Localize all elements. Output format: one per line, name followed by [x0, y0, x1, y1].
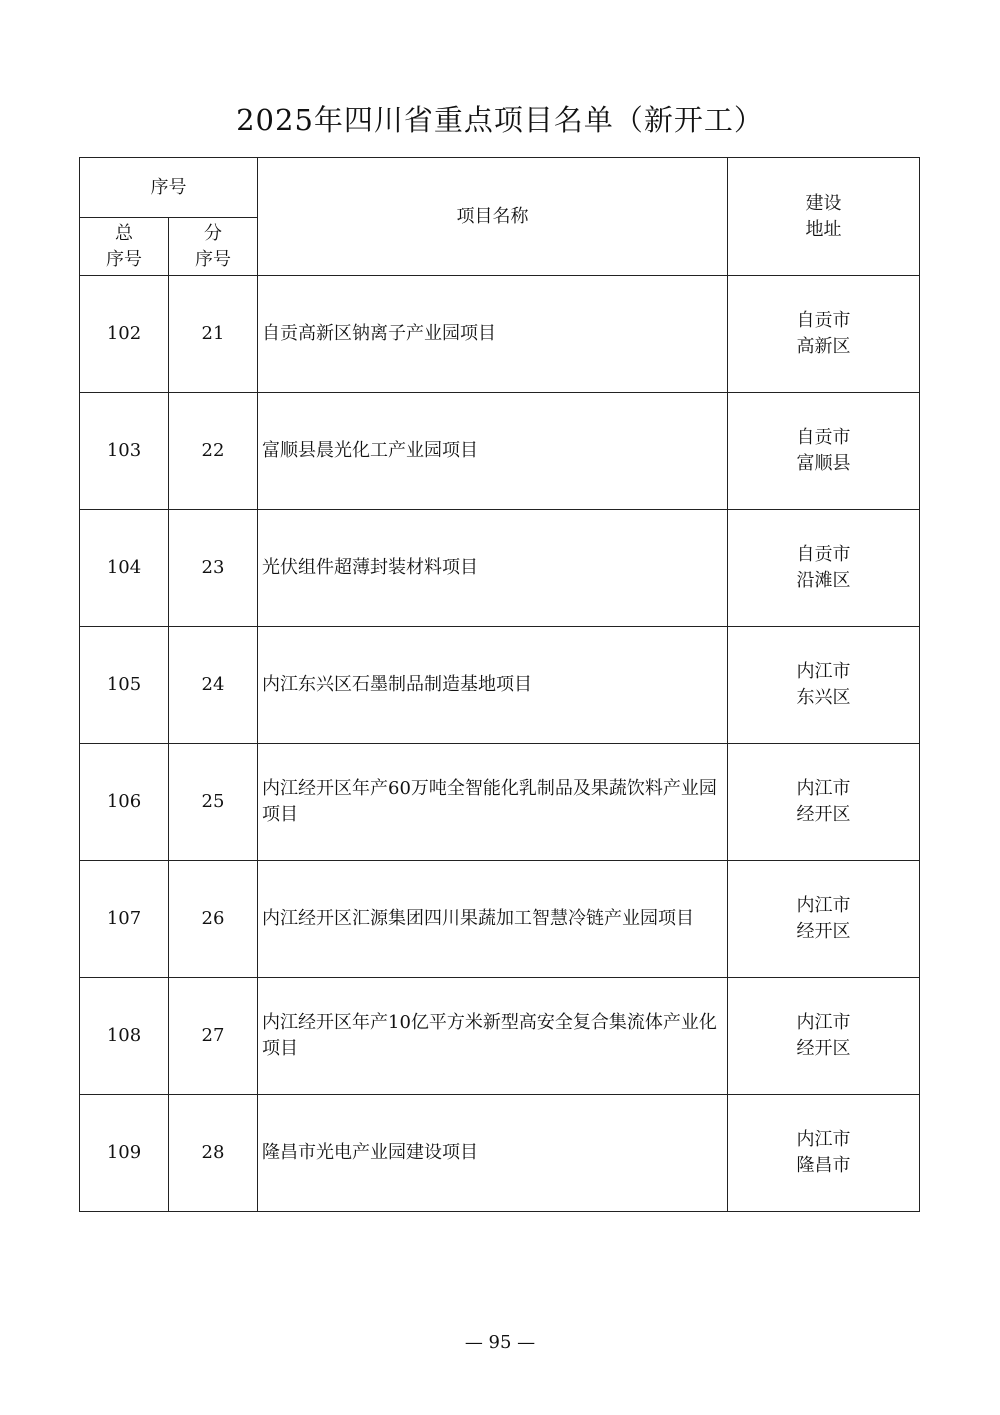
header-name: 项目名称 [258, 158, 728, 276]
header-row-1 [80, 158, 920, 218]
address-district: 经开区 [796, 804, 851, 825]
address-city: 内江市 [796, 1129, 851, 1150]
project-name-cell: 光伏组件超薄封装材料项目 [258, 510, 728, 627]
table-row [80, 1095, 920, 1212]
header-total-seq [80, 218, 169, 276]
total-seq-cell: 102 [80, 276, 169, 393]
total-seq-cell: 103 [80, 393, 169, 510]
page-title: 2025年四川省重点项目名单（新开工） [236, 103, 764, 137]
table-row [80, 861, 920, 978]
sub-seq-cell: 23 [169, 510, 258, 627]
address-cell [728, 744, 920, 861]
address-cell [728, 861, 920, 978]
address-district: 东兴区 [796, 687, 851, 708]
project-name-cell: 内江经开区年产60万吨全智能化乳制品及果蔬饮料产业园项目 [258, 744, 728, 861]
total-seq-cell: 106 [80, 744, 169, 861]
project-name-cell: 自贡高新区钠离子产业园项目 [258, 276, 728, 393]
address-city: 内江市 [796, 895, 851, 916]
address-district: 沿滩区 [796, 570, 851, 591]
table-row [80, 510, 920, 627]
address-district: 经开区 [796, 921, 851, 942]
table-row [80, 978, 920, 1095]
address-district: 高新区 [796, 336, 851, 357]
table-row [80, 276, 920, 393]
address-city: 自贡市 [796, 544, 851, 565]
project-name-cell: 内江经开区年产10亿平方米新型高安全复合集流体产业化项目 [258, 978, 728, 1095]
header-sub-seq-line1: 分 [204, 222, 222, 244]
address-city: 自贡市 [796, 427, 851, 448]
header-seq: 序号 [80, 158, 258, 218]
header-sub-seq-line2: 序号 [195, 248, 231, 270]
total-seq-cell: 109 [80, 1095, 169, 1212]
sub-seq-cell: 28 [169, 1095, 258, 1212]
total-seq-cell: 105 [80, 627, 169, 744]
project-name-cell: 内江经开区汇源集团四川果蔬加工智慧冷链产业园项目 [258, 861, 728, 978]
header-total-seq-line2: 序号 [106, 248, 142, 270]
project-table [79, 157, 920, 1212]
address-district: 隆昌市 [796, 1155, 851, 1176]
header-sub-seq [169, 218, 258, 276]
header-address-line1: 建设 [805, 192, 842, 214]
table-row [80, 393, 920, 510]
project-name-cell: 富顺县晨光化工产业园项目 [258, 393, 728, 510]
address-cell [728, 978, 920, 1095]
address-cell [728, 276, 920, 393]
total-seq-cell: 104 [80, 510, 169, 627]
sub-seq-cell: 24 [169, 627, 258, 744]
address-cell [728, 1095, 920, 1212]
address-city: 自贡市 [796, 310, 851, 331]
table-row [80, 627, 920, 744]
header-total-seq-line1: 总 [115, 222, 133, 244]
address-city: 内江市 [796, 778, 851, 799]
sub-seq-cell: 22 [169, 393, 258, 510]
header-address [728, 158, 920, 276]
address-district: 富顺县 [796, 453, 851, 474]
address-city: 内江市 [796, 1012, 851, 1033]
total-seq-cell: 108 [80, 978, 169, 1095]
address-cell [728, 510, 920, 627]
project-name-cell: 隆昌市光电产业园建设项目 [258, 1095, 728, 1212]
page-number: — 95 — [464, 1332, 536, 1353]
sub-seq-cell: 27 [169, 978, 258, 1095]
sub-seq-cell: 21 [169, 276, 258, 393]
address-city: 内江市 [796, 661, 851, 682]
sub-seq-cell: 25 [169, 744, 258, 861]
table-row [80, 744, 920, 861]
sub-seq-cell: 26 [169, 861, 258, 978]
header-address-line2: 地址 [805, 218, 842, 240]
address-district: 经开区 [796, 1038, 851, 1059]
project-name-cell: 内江东兴区石墨制品制造基地项目 [258, 627, 728, 744]
address-cell [728, 627, 920, 744]
total-seq-cell: 107 [80, 861, 169, 978]
address-cell [728, 393, 920, 510]
